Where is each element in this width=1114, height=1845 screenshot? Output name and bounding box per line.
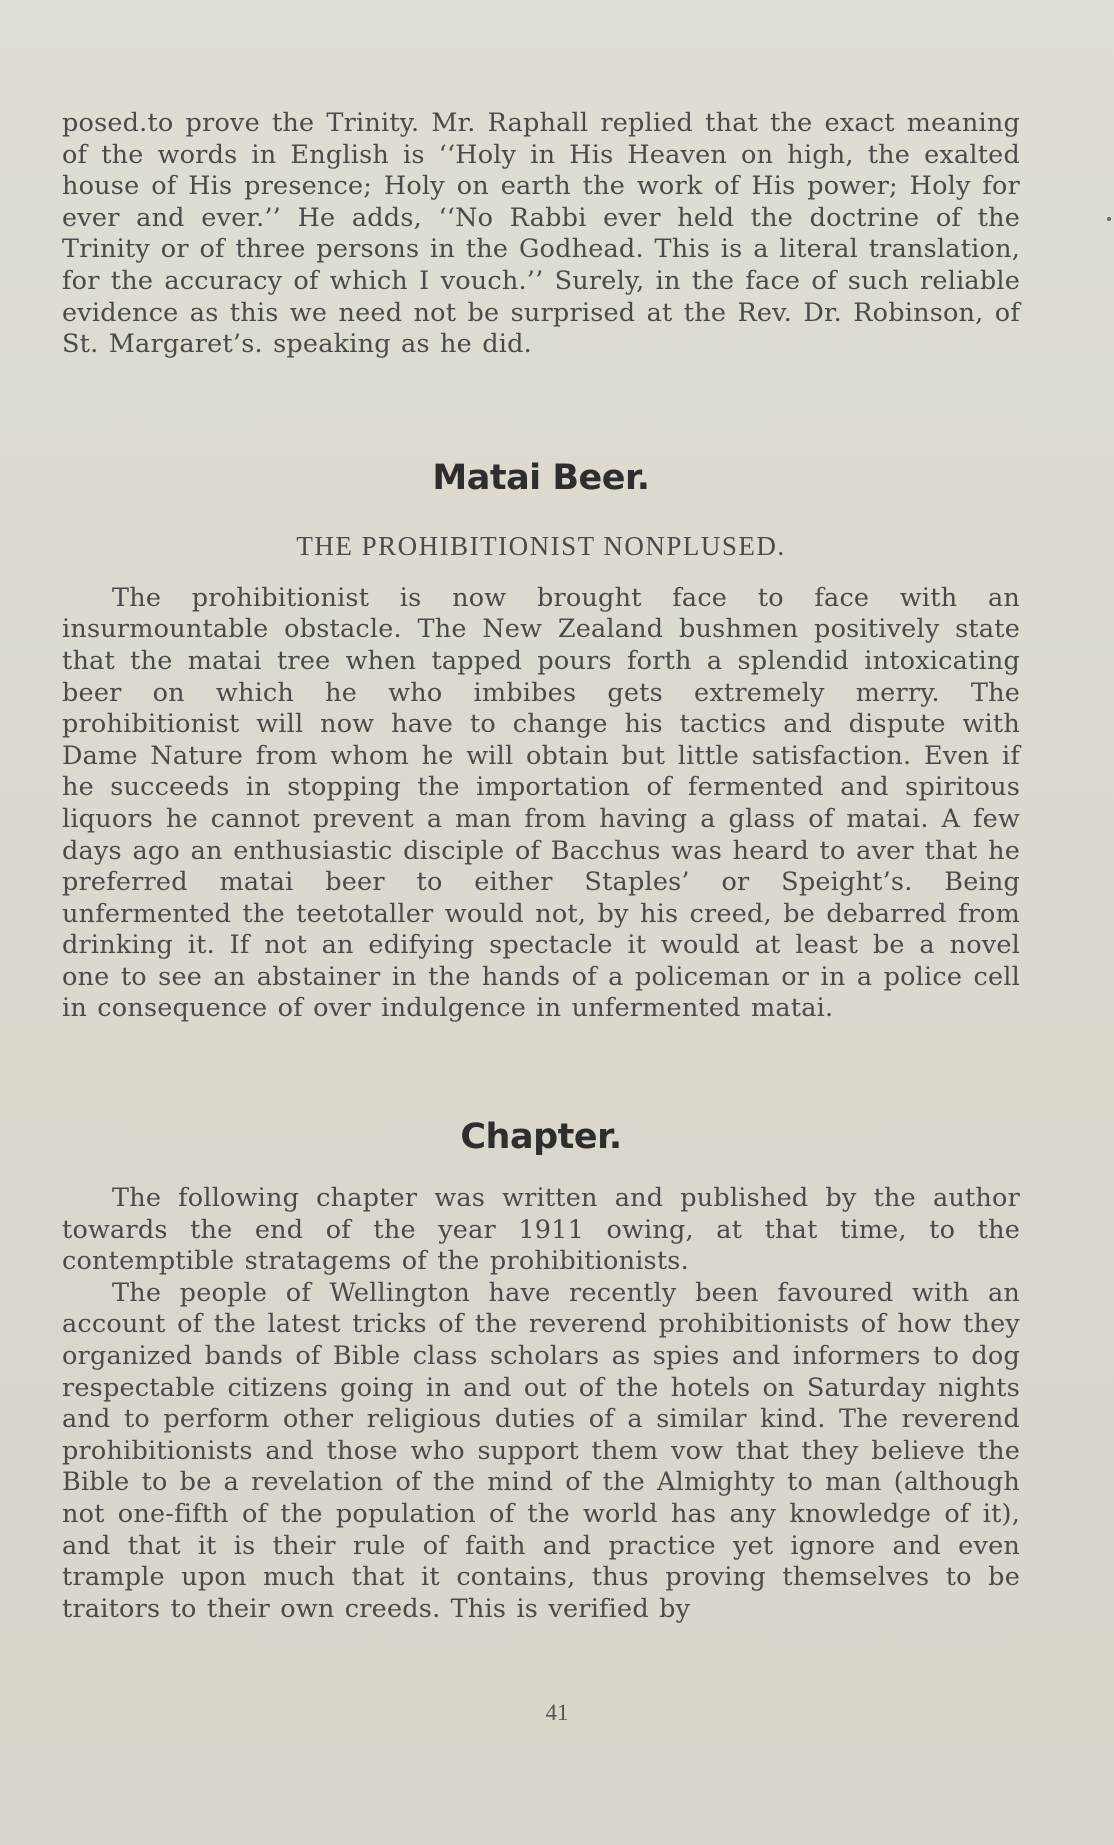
page-number: 41 xyxy=(545,1700,569,1725)
chapter-paragraph-2: The people of Wellington have recently been favoured with an account of the latest tricks of the reverend prohibitionists of how they organized bands of Bible class scholars as spies and informers to dog respectable citizens going in and out of the hotels on Saturday nights and to perform other religious duties of a similar kind. The reverend prohibitionists and those who support them vow that they believe the Bible to be a revelation of the mind of the Almighty to man (although not one-fifth of the population of the world has any knowledge of it), and that it is their rule of faith and practice yet ignore and even trample upon much that it contains, thus proving themselves to be traitors to their own creeds. This is verified by xyxy=(62,1277,1020,1624)
section-title-matai-beer: Matai Beer. xyxy=(432,457,650,498)
continuation-paragraph: posed.to prove the Trinity. Mr. Raphall replied that the exact meaning of the words in English is ‘‘Holy in His Heaven on high, the exalted house of His presence; Holy on earth the work of His power; Holy for ever and ever.’’ He adds, ‘‘No Rabbi ever held the doctrine of the Trinity or of three persons in the Godhead. This is a literal translation, for the accuracy of which I vouch.’’ Surely, in the face of such reliable evidence as this we need not be surprised at the Rev. Dr. Robinson, of St. Margaret’s. speaking as he did. xyxy=(62,108,1020,360)
matai-beer-paragraph: The prohibitionist is now brought face to face with an insurmountable obstacle. The New Zealand bushmen positively state that the matai tree when tapped pours forth a splendid intoxicating beer on which he who imbibes gets extremely merry. The prohibitionist will now have to change his tactics and dispute with Dame Nature from whom he will obtain but little satisfaction. Even if he succeeds in stopping the importation of fermented and spiritous liquors he cannot prevent a man from having a glass of matai. A few days ago an enthusiastic disciple of Bacchus was heard to aver that he preferred matai beer to either Staples’ or Speight’s. Being unfermented the teetotaller would not, by his creed, be debarred from drinking it. If not an edifying spectacle it would at least be a novel one to see an abstainer in the hands of a policeman or in a police cell in consequence of over indulgence in unfermented matai. xyxy=(62,582,1020,1024)
page-body xyxy=(62,108,1020,1625)
section-title-chapter: Chapter. xyxy=(460,1117,622,1158)
chapter-paragraph-1: The following chapter was written and published by the author towards the end of the year 1911 owing, at that time, to the contemptible stratagems of the prohibitionists. xyxy=(62,1183,1020,1277)
section-subtitle: THE PROHIBITIONIST NONPLUSED. xyxy=(296,530,786,561)
margin-speck xyxy=(1107,217,1111,221)
